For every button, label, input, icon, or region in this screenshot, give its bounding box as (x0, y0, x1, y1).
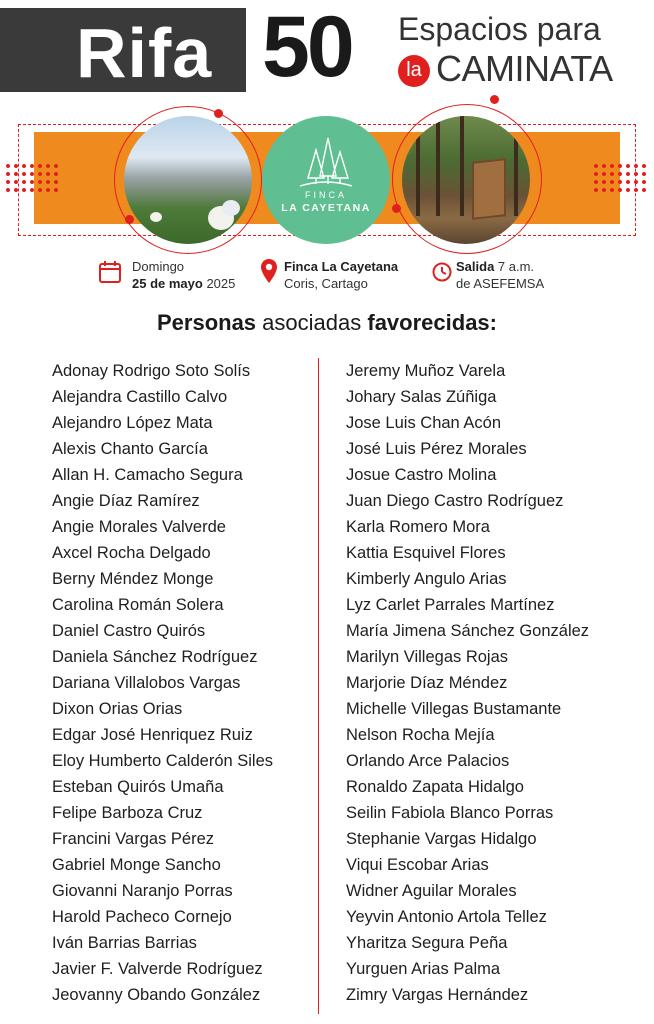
winner-name: Seilin Fabiola Blanco Porras (346, 804, 554, 822)
winner-name: María Jimena Sánchez González (346, 622, 590, 640)
winner-name: Angie Morales Valverde (52, 518, 226, 536)
departure-label: Salida (456, 259, 495, 274)
winner-name: Axcel Rocha Delgado (52, 544, 211, 562)
winner-name: Javier F. Valverde Rodríguez (52, 960, 263, 978)
winner-name: Berny Méndez Monge (52, 570, 214, 588)
winner-name: Jeremy Muñoz Varela (346, 362, 506, 380)
winner-name: Alejandra Castillo Calvo (52, 388, 228, 406)
winner-name: Giovanni Naranjo Porras (52, 882, 233, 900)
hydrangea-flower (222, 200, 240, 216)
winner-name: Karla Romero Mora (346, 518, 490, 536)
winner-name: Angie Díaz Ramírez (52, 492, 200, 510)
winner-name: Alexis Chanto García (52, 440, 208, 458)
winner-name: Ronaldo Zapata Hidalgo (346, 778, 524, 796)
winner-name: Josue Castro Molina (346, 466, 497, 484)
clock-icon (432, 262, 452, 282)
winner-name: Stephanie Vargas Hidalgo (346, 830, 537, 848)
departure-time: 7 a.m. (497, 259, 535, 274)
winner-name: Zimry Vargas Hernández (346, 986, 529, 1004)
tree-trunk (460, 116, 464, 216)
winner-name: Edgar José Henriquez Ruiz (52, 726, 253, 744)
winner-name: Nelson Rocha Mejía (346, 726, 495, 744)
winner-name: Iván Barrias Barrias (52, 934, 197, 952)
winner-name: Kattia Esquivel Flores (346, 544, 506, 562)
date-day: Domingo (132, 259, 185, 274)
winner-name: Yeyvin Antonio Artola Tellez (346, 908, 547, 926)
title-line1: Espacios para (398, 11, 601, 47)
winner-name: Dixon Orias Orias (52, 700, 183, 718)
winner-name: Marilyn Villegas Rojas (346, 648, 509, 666)
winner-name: Yurguen Arias Palma (346, 960, 501, 978)
red-dot (392, 204, 401, 213)
tree-trunk (514, 116, 518, 216)
event-date (132, 258, 235, 292)
dot-pattern-right (592, 162, 650, 194)
location-pin-icon (260, 258, 278, 284)
winner-name: Viqui Escobar Arias (346, 856, 489, 874)
trees-icon (262, 116, 390, 244)
winners-heading (0, 310, 654, 336)
winner-name: Adonay Rodrigo Soto Solís (52, 362, 251, 380)
heading-bold2: favorecidas: (367, 310, 497, 335)
raffle-number: 50 (262, 0, 352, 95)
winner-name: Widner Aguilar Morales (346, 882, 517, 900)
winner-name: Daniela Sánchez Rodríguez (52, 648, 258, 666)
dot-pattern-left (4, 162, 62, 194)
rifa-box (0, 8, 246, 92)
winner-name: Allan H. Camacho Segura (52, 466, 243, 484)
winner-name: Harold Pacheco Cornejo (52, 908, 232, 926)
finca-la-cayetana-logo (262, 116, 390, 244)
rifa-title: Rifa (76, 14, 213, 92)
winner-name: Daniel Castro Quirós (52, 622, 206, 640)
date-year: 2025 (206, 276, 236, 291)
departure-from: de ASEFEMSA (456, 276, 545, 291)
forest-door-photo (402, 116, 530, 244)
logo-finca-text: FINCA (305, 190, 347, 200)
winner-name: Orlando Arce Palacios (346, 752, 510, 770)
tree-trunk (416, 116, 420, 216)
winner-name: Eloy Humberto Calderón Siles (52, 752, 274, 770)
logo-name-text: LA CAYETANA (281, 202, 371, 214)
red-dot (125, 215, 134, 224)
title-line2: CAMINATA (436, 48, 613, 89)
winner-name: Dariana Villalobos Vargas (52, 674, 241, 692)
event-departure (456, 258, 544, 292)
winner-name: Marjorie Díaz Méndez (346, 674, 508, 692)
winner-name: Felipe Barboza Cruz (52, 804, 203, 822)
winner-name: Michelle Villegas Bustamante (346, 700, 562, 718)
winner-name: Yharitza Segura Peña (346, 934, 508, 952)
winners-list-right (346, 358, 589, 1008)
winner-name: Carolina Román Solera (52, 596, 224, 614)
calendar-icon (98, 260, 122, 284)
column-divider (318, 358, 319, 1014)
winner-name: Esteban Quirós Umaña (52, 778, 224, 796)
winner-name: Gabriel Monge Sancho (52, 856, 221, 874)
winners-list-left (52, 358, 273, 1008)
red-dot (490, 95, 499, 104)
date-bold: 25 de mayo (132, 276, 203, 291)
wooden-door (472, 158, 506, 220)
hydrangea-flower (150, 212, 162, 222)
winner-name: José Luis Pérez Morales (346, 440, 527, 458)
heading-middle: asociadas (262, 310, 362, 335)
red-dot (214, 109, 223, 118)
place-name: Finca La Cayetana (284, 259, 399, 274)
tree-trunk (436, 116, 440, 216)
winner-name: Alejandro López Mata (52, 414, 213, 432)
winner-name: Francini Vargas Pérez (52, 830, 215, 848)
heading-bold1: Personas (156, 310, 257, 335)
winner-name: Johary Salas Zúñiga (346, 388, 497, 406)
winner-name: Jose Luis Chan Acón (346, 414, 502, 432)
winner-name: Jeovanny Obando González (52, 986, 261, 1004)
la-badge: la (398, 55, 430, 87)
winner-name: Juan Diego Castro Rodríguez (346, 492, 564, 510)
date-full (132, 275, 235, 292)
city-view-photo (124, 116, 252, 244)
winner-name: Lyz Carlet Parrales Martínez (346, 596, 555, 614)
place-area: Coris, Cartago (284, 276, 368, 291)
event-place (284, 258, 398, 292)
winner-name: Kimberly Angulo Arias (346, 570, 507, 588)
